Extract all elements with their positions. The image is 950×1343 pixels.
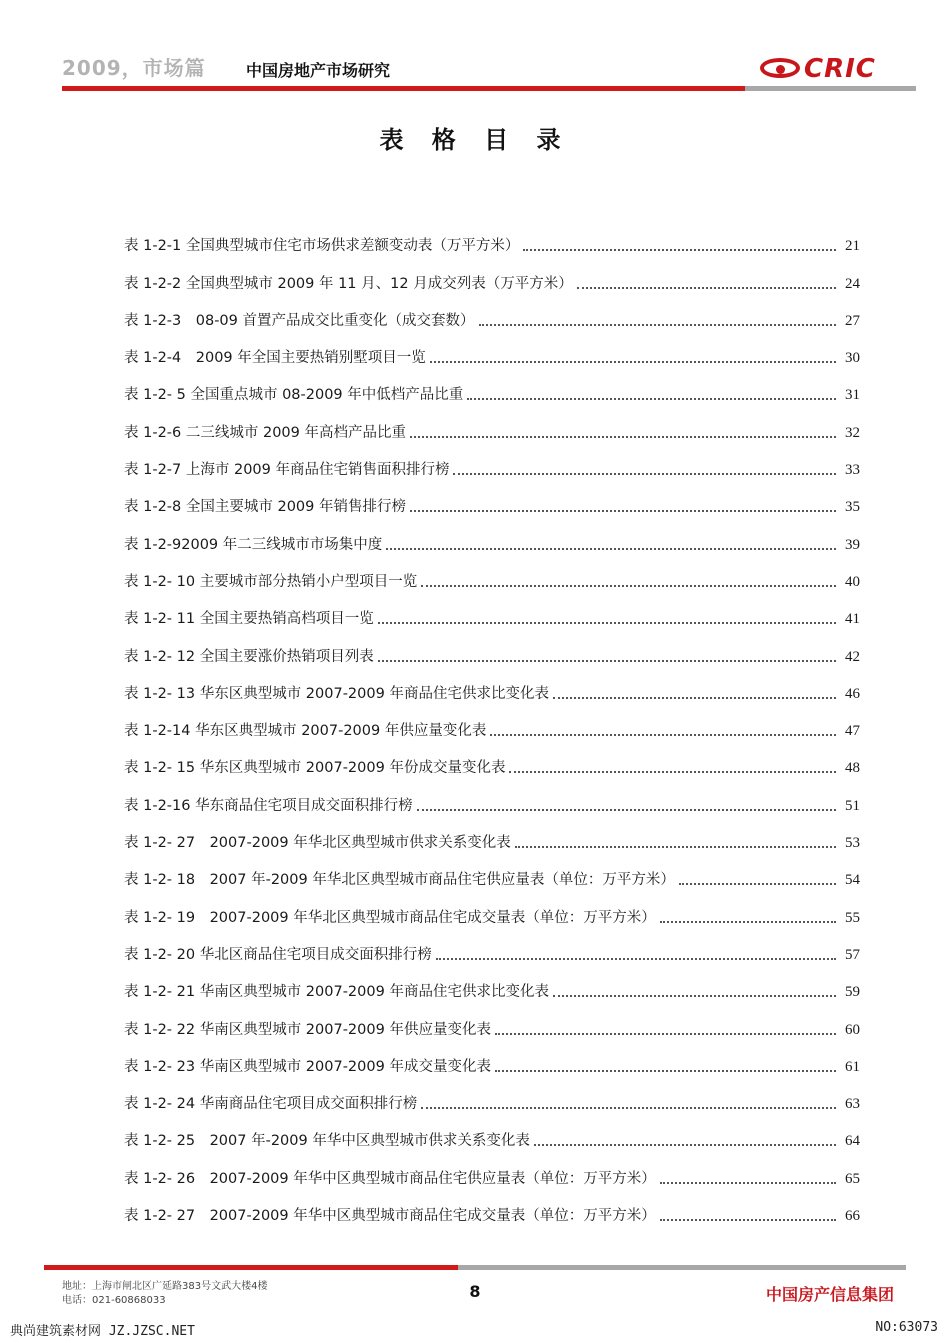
dot-leader	[378, 622, 836, 624]
year-section-label: 2009，市场篇	[62, 56, 206, 80]
watermark-number: NO:63073	[875, 1320, 938, 1335]
toc-entry-label: 表 1-2- 15 华东区典型城市 2007-2009 年份成交量变化表	[124, 760, 506, 777]
toc-entry[interactable]	[124, 666, 860, 703]
dot-leader	[515, 846, 836, 848]
toc-entry-label: 表 1-2- 20 华北区商品住宅项目成交面积排行榜	[124, 946, 432, 963]
toc-entry[interactable]	[124, 1150, 860, 1187]
dot-leader	[386, 548, 836, 550]
footer-phone: 电话：021-60868033	[62, 1295, 166, 1306]
toc-entry[interactable]	[124, 1113, 860, 1150]
toc-entry[interactable]	[124, 330, 860, 367]
toc-entry-page: 46	[845, 685, 860, 702]
toc-entry-label: 表 1-2-4 2009 年全国主要热销别墅项目一览	[124, 350, 426, 367]
toc-entry-label: 表 1-2- 12 全国主要涨价热销项目列表	[124, 648, 374, 665]
header-divider	[62, 86, 916, 91]
dot-leader	[495, 1033, 836, 1035]
dot-leader	[421, 1107, 836, 1109]
dot-leader	[467, 398, 836, 400]
toc-entry-page: 33	[845, 462, 860, 479]
toc-entry[interactable]	[124, 1076, 860, 1113]
toc-entry-page: 65	[845, 1170, 860, 1187]
eye-icon	[760, 58, 800, 78]
toc-entry[interactable]	[124, 852, 860, 889]
dot-leader	[660, 921, 836, 923]
toc-entry[interactable]	[124, 1188, 860, 1225]
toc-entry-label: 表 1-2- 21 华南区典型城市 2007-2009 年商品住宅供求比变化表	[124, 984, 549, 1001]
toc-entry[interactable]	[124, 777, 860, 814]
dot-leader	[495, 1070, 836, 1072]
toc-entry[interactable]	[124, 255, 860, 292]
toc-entry[interactable]	[124, 964, 860, 1001]
dot-leader	[417, 809, 836, 811]
toc-entry[interactable]	[124, 404, 860, 441]
dot-leader	[479, 324, 837, 326]
dot-leader	[436, 958, 836, 960]
report-title: 中国房地产市场研究	[246, 61, 391, 80]
dot-leader	[553, 697, 836, 699]
toc-entry[interactable]	[124, 293, 860, 330]
toc-entry-page: 47	[845, 723, 860, 740]
toc-entry-label: 表 1-2-8 全国主要城市 2009 年销售排行榜	[124, 499, 406, 516]
toc-entry-page: 61	[845, 1058, 860, 1075]
dot-leader	[553, 995, 836, 997]
toc-entry-page: 41	[845, 611, 860, 628]
toc-entry-page: 60	[845, 1021, 860, 1038]
toc-entry-page: 39	[845, 536, 860, 553]
toc-entry-label: 表 1-2- 5 全国重点城市 08-2009 年中低档产品比重	[124, 387, 464, 404]
toc-entry[interactable]	[124, 740, 860, 777]
toc-entry[interactable]	[124, 479, 860, 516]
toc-entry-page: 31	[845, 387, 860, 404]
toc-entry[interactable]	[124, 815, 860, 852]
dot-leader	[679, 883, 836, 885]
dot-leader	[410, 436, 836, 438]
dot-leader	[660, 1182, 836, 1184]
dot-leader	[577, 287, 836, 289]
dot-leader	[453, 473, 836, 475]
toc-entry-label: 表 1-2-7 上海市 2009 年商品住宅销售面积排行榜	[124, 462, 450, 479]
toc-entry-label: 表 1-2- 19 2007-2009 年华北区典型城市商品住宅成交量表（单位：万平方米）	[124, 909, 656, 926]
toc-entry-page: 40	[845, 573, 860, 590]
dot-leader	[509, 771, 836, 773]
toc-entry[interactable]	[124, 554, 860, 591]
toc-entry-label: 表 1-2-6 二三线城市 2009 年高档产品比重	[124, 424, 406, 441]
toc-entry[interactable]	[124, 628, 860, 665]
toc-entry-page: 51	[845, 797, 860, 814]
toc-entry-page: 55	[845, 909, 860, 926]
footer-divider	[44, 1265, 906, 1270]
toc-entry-page: 48	[845, 760, 860, 777]
toc-entry[interactable]	[124, 442, 860, 479]
toc-entry-page: 57	[845, 946, 860, 963]
toc-entry-label: 表 1-2- 24 华南商品住宅项目成交面积排行榜	[124, 1096, 418, 1113]
toc-entry-page: 24	[845, 275, 860, 292]
toc-entry-label: 表 1-2-14 华东区典型城市 2007-2009 年供应量变化表	[124, 723, 487, 740]
toc-entry-label: 表 1-2- 26 2007-2009 年华中区典型城市商品住宅供应量表（单位：万平方米）	[124, 1170, 656, 1187]
watermark	[0, 1318, 950, 1340]
toc-entry-label: 表 1-2-16 华东商品住宅项目成交面积排行榜	[124, 797, 413, 814]
toc-entry-page: 27	[845, 312, 860, 329]
toc-entry[interactable]	[124, 367, 860, 404]
toc-entry-page: 66	[845, 1208, 860, 1225]
watermark-site: 典尚建筑素材网 JZ.JZSC.NET	[10, 1324, 195, 1339]
toc-entry[interactable]	[124, 1001, 860, 1038]
toc-entry-label: 表 1-2- 18 2007 年-2009 年华北区典型城市商品住宅供应量表（单位：万平方米）	[124, 872, 675, 889]
toc-entry-page: 64	[845, 1133, 860, 1150]
page-number: 8	[469, 1282, 481, 1301]
toc-heading: 表 格 目 录	[379, 126, 571, 154]
toc-entry[interactable]	[124, 889, 860, 926]
toc-entry-label: 表 1-2- 13 华东区典型城市 2007-2009 年商品住宅供求比变化表	[124, 685, 549, 702]
dot-leader	[660, 1219, 836, 1221]
toc-entry-page: 21	[845, 238, 860, 255]
toc-entry-label: 表 1-2-92009 年二三线城市市场集中度	[124, 536, 383, 553]
toc-entry-label: 表 1-2-3 08-09 首置产品成交比重变化（成交套数）	[124, 312, 475, 329]
toc-entry-label: 表 1-2- 23 华南区典型城市 2007-2009 年成交量变化表	[124, 1058, 491, 1075]
toc-entry[interactable]	[124, 218, 860, 255]
toc-entry-label: 表 1-2- 25 2007 年-2009 年华中区典型城市供求关系变化表	[124, 1133, 530, 1150]
toc-entry-page: 54	[845, 872, 860, 889]
dot-leader	[534, 1144, 836, 1146]
toc-entry-page: 30	[845, 350, 860, 367]
toc-entry[interactable]	[124, 927, 860, 964]
toc-entry-page: 35	[845, 499, 860, 516]
toc-entry-page: 42	[845, 648, 860, 665]
toc-entry-page: 32	[845, 424, 860, 441]
toc-list	[124, 218, 860, 1225]
dot-leader	[490, 734, 836, 736]
dot-leader	[410, 510, 836, 512]
dot-leader	[421, 585, 836, 587]
page-header	[0, 0, 950, 100]
footer-address: 地址：上海市闸北区广延路383号文武大楼4楼	[62, 1281, 268, 1292]
toc-entry[interactable]	[124, 703, 860, 740]
toc-entry-label: 表 1-2- 11 全国主要热销高档项目一览	[124, 611, 374, 628]
dot-leader	[378, 660, 836, 662]
dot-leader	[430, 361, 836, 363]
group-name: 中国房产信息集团	[766, 1285, 895, 1304]
toc-entry-label: 表 1-2- 22 华南区典型城市 2007-2009 年供应量变化表	[124, 1021, 491, 1038]
toc-entry[interactable]	[124, 591, 860, 628]
toc-entry-page: 53	[845, 835, 860, 852]
logo-text: CRIC	[804, 54, 876, 84]
toc-entry[interactable]	[124, 1039, 860, 1076]
toc-entry[interactable]	[124, 516, 860, 553]
toc-entry-label: 表 1-2- 27 2007-2009 年华中区典型城市商品住宅成交量表（单位：万平方米）	[124, 1208, 656, 1225]
cric-logo	[756, 54, 906, 84]
toc-entry-page: 59	[845, 984, 860, 1001]
toc-entry-label: 表 1-2- 10 主要城市部分热销小户型项目一览	[124, 573, 418, 590]
toc-entry-label: 表 1-2- 27 2007-2009 年华北区典型城市供求关系变化表	[124, 835, 511, 852]
toc-entry-page: 63	[845, 1096, 860, 1113]
toc-entry-label: 表 1-2-1 全国典型城市住宅市场供求差额变动表（万平方米）	[124, 238, 520, 255]
dot-leader	[523, 249, 836, 251]
toc-entry-label: 表 1-2-2 全国典型城市 2009 年 11 月、12 月成交列表（万平方米）	[124, 275, 573, 292]
